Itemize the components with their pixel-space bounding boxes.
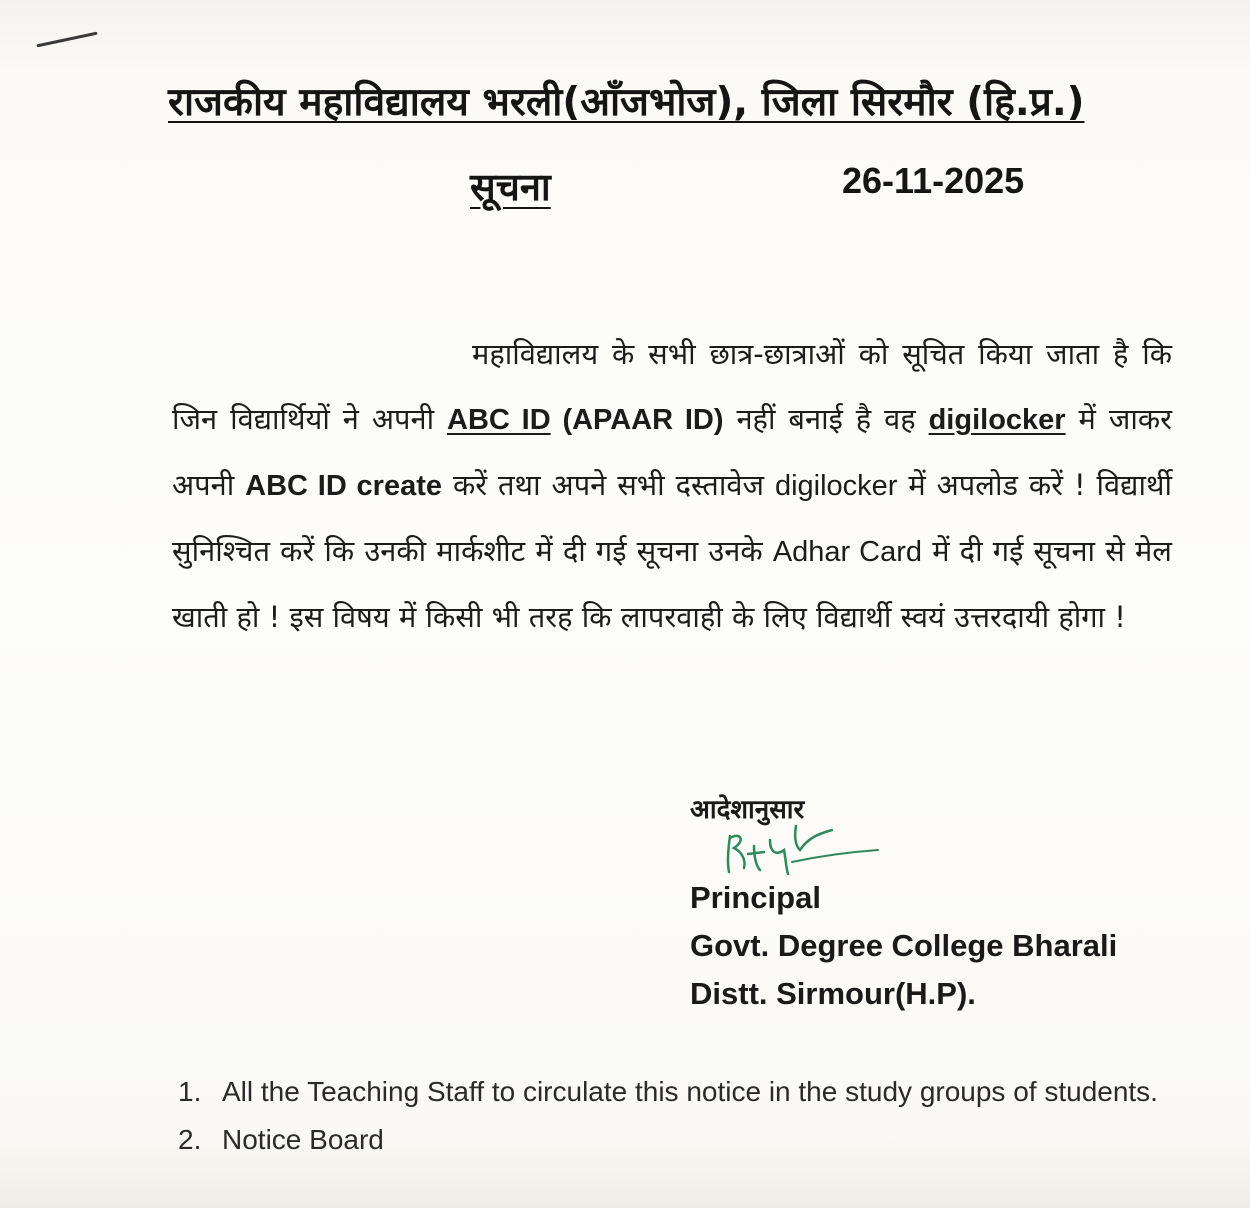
list-item xyxy=(178,1116,1158,1164)
body-segment-7: में दी गई सूचना से मेल खाती हो ! इस विषय में किसी भी तरह कि लापरवाही के लिए विद्यार्थी स्वयं उत्तरदायी होगा ! xyxy=(172,534,1172,634)
abc-create-text: ABC ID create xyxy=(245,470,443,502)
copy-to-list xyxy=(178,1068,1158,1164)
body-segment-1: महाविद्यालय के सभी छात्र-छात्राओं को सूचित किया जाता है कि जिन विद्यार्थियों ने अपनी xyxy=(172,337,1172,436)
by-order-label: आदेशानुसार xyxy=(690,795,805,825)
body-segment-6: में अपलोड करें ! विद्यार्थी सुनिश्चित करें कि उनकी मार्कशीट में दी गई सूचना उनके xyxy=(172,468,1172,568)
district: Distt. Sirmour(H.P). xyxy=(690,976,976,1011)
digilocker-underlined-text: digilocker xyxy=(928,404,1066,436)
designation: Principal xyxy=(690,880,821,915)
adhar-card-text: Adhar Card xyxy=(772,536,923,568)
notice-date: 26-11-2025 xyxy=(842,160,1025,201)
list-item-text: Notice Board xyxy=(222,1124,384,1155)
college-name: Govt. Degree College Bharali xyxy=(690,928,1118,963)
apaar-id-text: (APAAR ID) xyxy=(550,404,724,436)
notice-heading: सूचना xyxy=(470,165,551,209)
list-item-number: 1. xyxy=(178,1076,202,1107)
digilocker-plain-text: digilocker xyxy=(774,470,898,502)
signature-block xyxy=(690,790,1150,1011)
abc-id-text: ABC ID xyxy=(447,404,551,436)
list-item-number: 2. xyxy=(178,1124,202,1155)
list-item xyxy=(178,1068,1158,1116)
body-segment-5: करें तथा अपने सभी दस्तावेज xyxy=(442,468,775,502)
signatory-details xyxy=(690,874,1117,1018)
list-item-text: All the Teaching Staff to circulate this notice in the study groups of students. xyxy=(222,1076,1158,1107)
body-segment-4: में जाकर अपनी xyxy=(172,402,1172,502)
body-segment-3: नहीं बनाई है वह xyxy=(723,402,929,436)
college-title: राजकीय महाविद्यालय भरली(आँजभोज), जिला सिरमौर (हि.प्र.) xyxy=(168,80,1085,125)
pen-mark xyxy=(36,32,97,48)
notice-body xyxy=(172,322,1172,650)
